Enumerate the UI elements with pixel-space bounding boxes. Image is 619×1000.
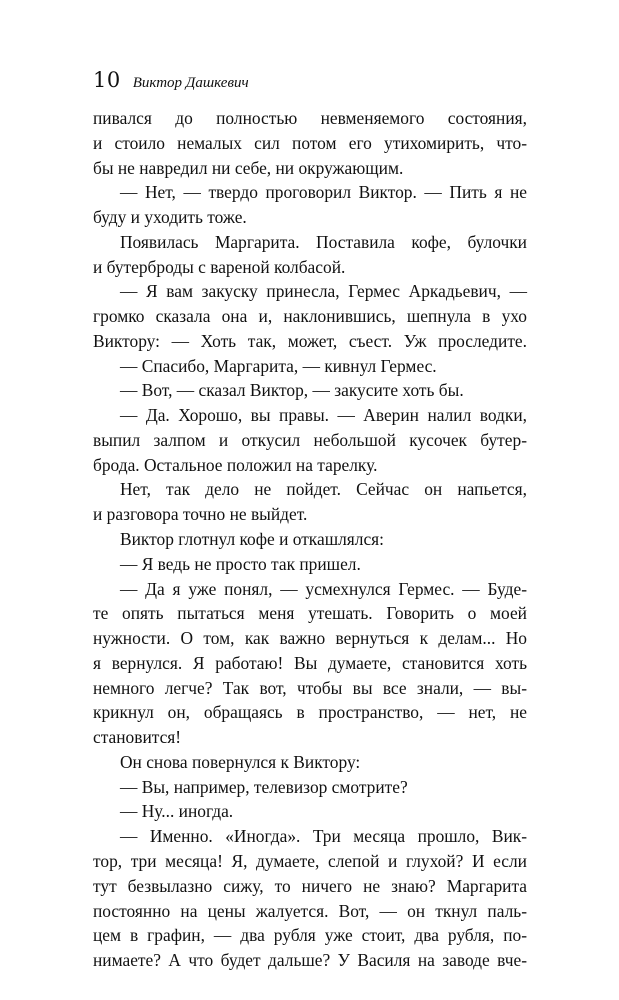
text-line: я вернулся. Я работаю! Вы думаете, становится хоть [93,652,527,673]
text-line: — Я ведь не просто так пришел. [120,553,361,574]
text-line: Нет, так дело не пойдет. Сейчас он напьется, [120,479,527,500]
text-line: нужности. О том, как важно вернуться к делам... Но [93,628,527,649]
text-line: Появилась Маргарита. Поставила кофе, булочки [120,231,527,252]
text-line: — Да. Хорошо, вы правы. — Аверин налил водки, [120,405,527,426]
text-line: громко сказала она и, наклонившись, шепнула в ухо [93,306,527,327]
running-title: Виктор Дашкевич [132,75,249,91]
text-line: — Ну... иногда. [120,801,234,822]
text-line: и разговора точно не выйдет. [93,504,308,525]
text-line: постоянно на цены жалуется. Вот, — он ткнул паль- [93,900,527,921]
text-line: становится! [93,727,182,748]
text-line: тут безвылазно сижу, то ничего не знаю? Маргарита [93,875,527,896]
text-line: — Именно. «Иногда». Три месяца прошло, Вик- [120,826,527,847]
text-line: — Вы, например, телевизор смотрите? [120,776,408,797]
text-line: — Вот, — сказал Виктор, — закусите хоть бы. [120,380,464,401]
text-line: — Да я уже понял, — усмехнулся Гермес. — Буде- [120,578,527,599]
text-line: нимаете? А что будет дальше? У Василя на заводе вче- [93,950,527,971]
text-line: брода. Остальное положил на тарелку. [93,454,378,475]
text-line: немного легче? Так вот, чтобы вы все знали, — вы- [93,677,527,698]
text-line: тор, три месяца! Я, думаете, слепой и глухой? И если [93,850,527,871]
text-line: и стоило немалых сил потом его утихомирить, что- [93,132,527,153]
text-line: Виктор глотнул кофе и откашлялся: [120,529,385,550]
body-text [93,106,527,973]
text-line: пивался до полностью невменяемого состояния, [93,108,527,128]
text-line: — Спасибо, Маргарита, — кивнул Гермес. [120,355,437,376]
text-line: цем в графин, — два рубля уже стоит, два рубля, по- [93,925,527,946]
text-line: и бутерброды с вареной колбасой. [93,256,346,277]
text-line: те опять пытаться меня утешать. Говорить о моей [93,603,527,624]
text-line: — Нет, — твердо проговорил Виктор. — Пить я не [120,182,527,203]
text-line: Он снова повернулся к Виктору: [120,751,361,772]
text-line: бы не навредил ни себе, ни окружающим. [93,157,404,178]
text-line: — Я вам закуску принесла, Гермес Аркадьевич, — [120,281,527,302]
text-line: Виктору: — Хоть так, может, съест. Уж проследите. [93,330,527,351]
page-number: 10 [93,68,121,92]
page-header [93,68,249,98]
text-line: буду и уходить тоже. [93,207,247,228]
text-line: крикнул он, обращаясь в пространство, — нет, не [93,702,527,723]
text-line: выпил залпом и откусил небольшой кусочек бутер- [93,429,527,450]
